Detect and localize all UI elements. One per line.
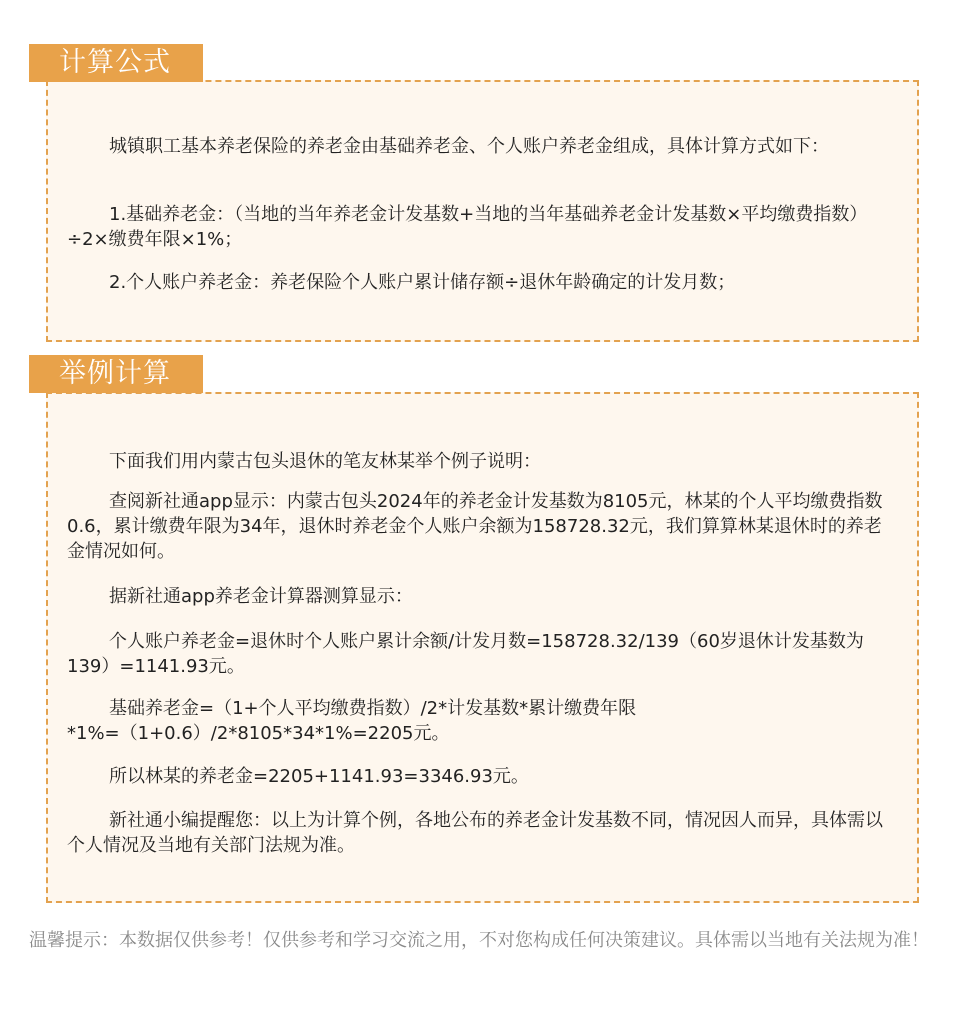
disclaimer-note: 温馨提示：本数据仅供参考！仅供参考和学习交流之用，不对您构成任何决策建议。具体需以当地有关法规为准！ [29,930,929,951]
example-data-paragraph: 查阅新社通app显示：内蒙古包头2024年的养老金计发基数为8105元，林某的个人平均缴费指数0.6，累计缴费年限为34年，退休时养老金个人账户余额为158728.32元，我们算算林某退休时的养老金情况如何。 [67,491,883,562]
basic-pension-calc-paragraph: 基础养老金=（1+个人平均缴费指数）/2*计发基数*累计缴费年限*1%=（1+0.6）/2*8105*34*1%=2205元。 [67,698,637,744]
formula-intro-paragraph: 城镇职工基本养老保险的养老金由基础养老金、个人账户养老金组成，具体计算方式如下： [109,136,829,157]
personal-account-calc-paragraph: 个人账户养老金=退休时个人账户累计余额/计发月数=158728.32/139（60岁退休计发基数为139）=1141.93元。 [67,631,864,677]
calculator-paragraph: 据新社通app养老金计算器测算显示： [109,586,413,607]
section-title-example: 举例计算 [29,355,203,393]
formula-box [46,80,919,342]
example-intro-paragraph: 下面我们用内蒙古包头退休的笔友林某举个例子说明： [109,451,541,472]
editor-reminder-paragraph: 新社通小编提醒您：以上为计算个例，各地公布的养老金计发基数不同，情况因人而异，具体需以个人情况及当地有关部门法规为准。 [67,810,883,856]
total-pension-paragraph: 所以林某的养老金=2205+1141.93=3346.93元。 [109,766,529,787]
personal-account-formula: 2.个人账户养老金：养老保险个人账户累计储存额÷退休年龄确定的计发月数； [109,272,736,293]
basic-pension-formula: 1.基础养老金：（当地的当年养老金计发基数+当地的当年基础养老金计发基数×平均缴费指数）÷2×缴费年限×1%； [67,204,868,250]
example-box [46,392,919,903]
section-title-formula: 计算公式 [29,44,203,82]
